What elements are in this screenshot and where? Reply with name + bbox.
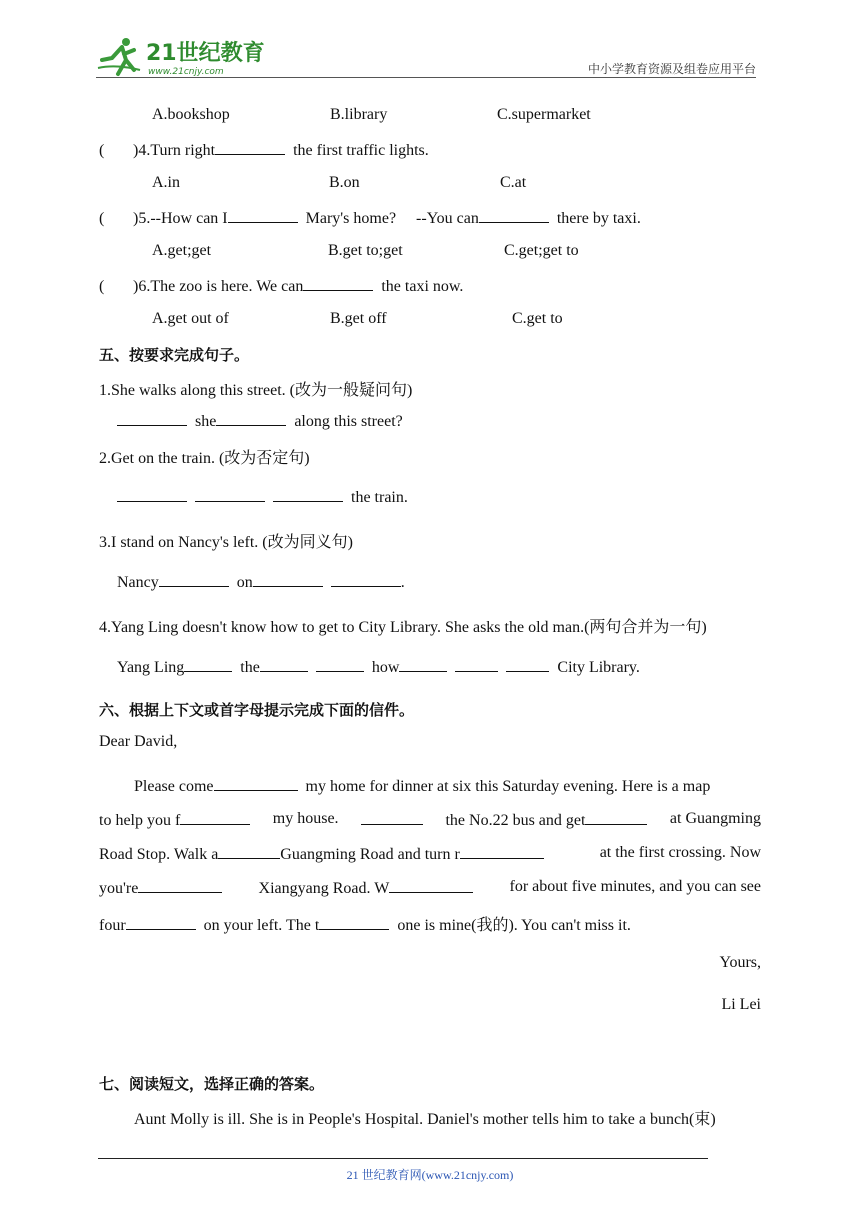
- s5-answer-4: Yang Ling the how City Library.: [117, 659, 640, 676]
- answer-blank[interactable]: [460, 844, 544, 859]
- question-6: ( )6.The zoo is here. We can the taxi now.: [99, 278, 464, 295]
- footer-divider: [98, 1158, 708, 1159]
- answer-blank[interactable]: [218, 844, 280, 859]
- letter-line-2: to help you f my house. the No.22 bus and get at Guangming: [99, 810, 761, 829]
- answer-blank[interactable]: [389, 878, 473, 893]
- reading-paragraph: Aunt Molly is ill. She is in People's Hospital. Daniel's mother tells him to take a bunch(束): [134, 1111, 716, 1128]
- answer-blank[interactable]: [316, 657, 364, 672]
- q6-option-a: A.get out of: [152, 310, 229, 327]
- letter-closing: Yours,: [719, 954, 761, 971]
- answer-blank[interactable]: [479, 208, 549, 223]
- s5-question-4: 4.Yang Ling doesn't know how to get to City Library. She asks the old man.(两句合并为一句): [99, 619, 707, 636]
- header-platform-text: 中小学教育资源及组卷应用平台: [587, 62, 756, 76]
- answer-blank[interactable]: [180, 810, 250, 825]
- s5-answer-1: she along this street?: [117, 411, 403, 431]
- question-5: ( )5.--How can I Mary's home? --You can there by taxi.: [99, 210, 641, 227]
- letter-signature: Li Lei: [721, 996, 761, 1013]
- q3-option-b: B.library: [330, 106, 388, 123]
- answer-paren[interactable]: (: [99, 142, 105, 159]
- answer-blank[interactable]: [253, 572, 323, 587]
- site-logo: [96, 34, 266, 80]
- letter-greeting: Dear David,: [99, 733, 178, 750]
- answer-blank[interactable]: [303, 276, 373, 291]
- letter-line-3: Road Stop. Walk a Guangming Road and turn r at the first crossing. Now: [99, 844, 761, 863]
- runner-icon: [98, 38, 140, 74]
- answer-blank[interactable]: [117, 411, 187, 426]
- q5-option-a: A.get;get: [152, 242, 212, 259]
- q3-option-a: A.bookshop: [152, 106, 230, 123]
- answer-blank[interactable]: [399, 657, 447, 672]
- q4-option-b: B.on: [329, 174, 360, 191]
- header-divider: [96, 77, 756, 78]
- question-4: ( )4.Turn right the first traffic lights.: [99, 142, 429, 159]
- answer-blank[interactable]: [506, 657, 549, 672]
- q4-option-c: C.at: [500, 174, 527, 191]
- q6-option-c: C.get to: [512, 310, 563, 327]
- answer-paren[interactable]: (: [99, 278, 105, 295]
- q5-option-c: C.get;get to: [504, 242, 579, 259]
- section-7-title: 七、阅读短文，选择正确的答案。: [99, 1075, 325, 1093]
- letter-line-1: Please come my home for dinner at six this Saturday evening. Here is a map: [134, 778, 711, 795]
- answer-blank[interactable]: [228, 208, 298, 223]
- letter-line-4: you're Xiangyang Road. W for about five minutes, and you can see: [99, 878, 761, 897]
- answer-blank[interactable]: [117, 487, 187, 502]
- s5-question-3: 3.I stand on Nancy's left. (改为同义句): [99, 534, 353, 551]
- q4-option-a: A.in: [152, 174, 180, 191]
- answer-blank[interactable]: [184, 657, 232, 672]
- answer-blank[interactable]: [331, 572, 401, 587]
- answer-blank[interactable]: [585, 810, 647, 825]
- answer-blank[interactable]: [455, 657, 498, 672]
- answer-blank[interactable]: [215, 140, 285, 155]
- answer-blank[interactable]: [260, 657, 308, 672]
- s5-answer-3: Nancy on .: [117, 574, 405, 591]
- answer-blank[interactable]: [216, 411, 286, 426]
- footer-text[interactable]: 21 世纪教育网(www.21cnjy.com): [346, 1168, 514, 1182]
- s5-answer-2: the train.: [117, 487, 408, 507]
- section-5-title: 五、按要求完成句子。: [99, 346, 250, 364]
- q5-option-b: B.get to;get: [328, 242, 403, 259]
- answer-blank[interactable]: [126, 915, 196, 930]
- answer-blank[interactable]: [195, 487, 265, 502]
- answer-blank[interactable]: [361, 810, 423, 825]
- answer-blank[interactable]: [159, 572, 229, 587]
- answer-blank[interactable]: [138, 878, 222, 893]
- q6-option-b: B.get off: [330, 310, 387, 327]
- s5-question-1: 1.She walks along this street. (改为一般疑问句): [99, 382, 413, 399]
- svg-text:21世纪教育: 21世纪教育: [146, 41, 265, 66]
- letter-line-5: four on your left. The t one is mine(我的). You can't miss it.: [99, 917, 631, 934]
- answer-blank[interactable]: [214, 776, 298, 791]
- answer-paren[interactable]: (: [99, 210, 105, 227]
- answer-blank[interactable]: [273, 487, 343, 502]
- answer-blank[interactable]: [319, 915, 389, 930]
- section-6-title: 六、根据上下文或首字母提示完成下面的信件。: [99, 701, 415, 719]
- s5-question-2: 2.Get on the train. (改为否定句): [99, 450, 310, 467]
- q3-option-c: C.supermarket: [497, 106, 591, 123]
- svg-text:www.21cnjy.com: www.21cnjy.com: [148, 67, 224, 77]
